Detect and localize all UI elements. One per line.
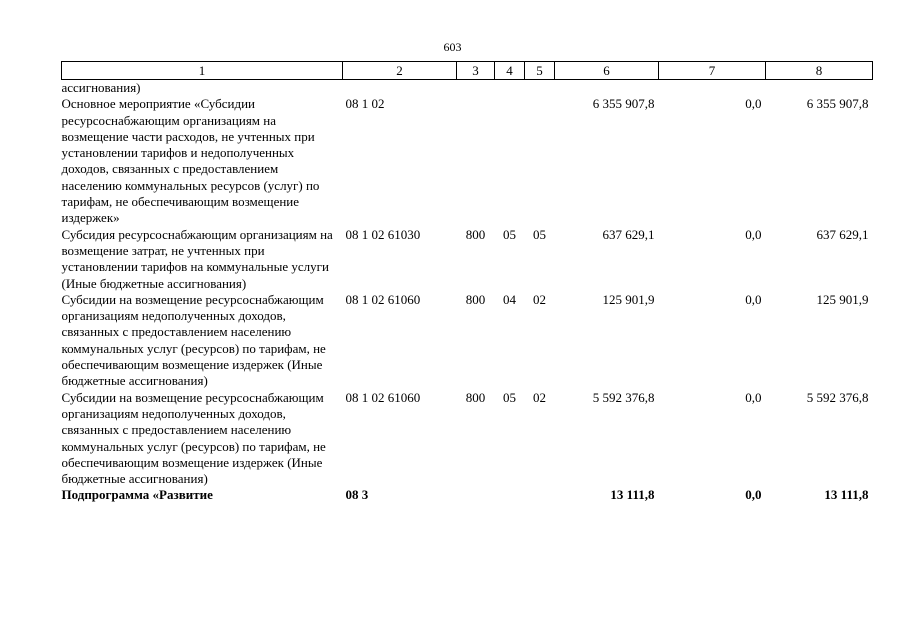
row-vr: 800 — [465, 226, 486, 242]
row-pr — [525, 96, 555, 226]
table-row-subprogram — [62, 487, 873, 503]
row-rz — [495, 96, 525, 226]
row-value-7: 0,0 — [745, 291, 762, 307]
row-value-6: 5 592 376,8 — [592, 389, 655, 405]
budget-table — [61, 61, 873, 504]
row-value-8: 125 901,9 — [816, 291, 869, 307]
row-pr: 02 — [533, 291, 546, 307]
row-code: 08 1 02 61060 — [345, 291, 421, 307]
row-code: 08 1 02 — [345, 96, 385, 112]
row-rz: 05 — [503, 389, 516, 405]
row-value-6 — [555, 80, 659, 97]
header-col-2: 2 — [343, 62, 457, 80]
row-pr: 02 — [533, 389, 546, 405]
table-row — [62, 292, 873, 390]
row-value-6: 6 355 907,8 — [592, 96, 655, 112]
row-value-7: 0,0 — [745, 487, 762, 503]
row-name: Субсидии на возмещение ресурсоснабжающим организациям недополученных доходов, связанных с предоставлением населению коммунальных услуг (ресурсов) по тарифам, не обеспечивающим возмещение издержек (Иные бюджетные ассигнования) — [61, 389, 326, 487]
row-value-8: 637 629,1 — [816, 226, 869, 242]
header-col-8: 8 — [766, 62, 873, 80]
header-col-6: 6 — [555, 62, 659, 80]
row-name: Субсидии на возмещение ресурсоснабжающим организациям недополученных доходов, связанных с предоставлением населению коммунальных услуг (ресурсов) по тарифам, не обеспечивающим возмещение издержек (Иные бюджетные ассигнования) — [61, 291, 326, 389]
row-code: 08 1 02 61030 — [345, 226, 421, 242]
table-header — [62, 62, 873, 80]
row-vr: 800 — [465, 389, 486, 405]
row-vr — [457, 80, 495, 97]
row-code: 08 3 — [345, 487, 369, 503]
row-pr — [525, 487, 555, 503]
table-body — [62, 80, 873, 504]
row-name: Основное мероприятие «Субсидии ресурсоснабжающим организациям на возмещение части расходов, не учтенных при установлении тарифов и недополученных доходов, связанных с предоставлением населению коммунальных ресурсов (услуг) по тарифам, не обеспечивающим возмещение издержек» — [61, 96, 320, 226]
row-value-6: 637 629,1 — [602, 226, 655, 242]
header-row — [62, 62, 873, 80]
row-rz: 05 — [503, 226, 516, 242]
row-rz — [495, 487, 525, 503]
row-value-6: 13 111,8 — [610, 487, 655, 503]
row-name: ассигнования) — [61, 80, 141, 95]
row-vr — [457, 96, 495, 226]
row-name: Субсидия ресурсоснабжающим организациям на возмещение затрат, не учтенных при установлении тарифов на коммунальные услуги (Иные бюджетные ассигнования) — [61, 226, 333, 291]
row-code: 08 1 02 61060 — [345, 389, 421, 405]
row-rz — [495, 80, 525, 97]
row-value-8 — [766, 80, 873, 97]
row-value-7: 0,0 — [745, 96, 762, 112]
row-value-7: 0,0 — [745, 226, 762, 242]
table-row — [62, 390, 873, 488]
header-col-3: 3 — [457, 62, 495, 80]
row-value-8: 6 355 907,8 — [806, 96, 869, 112]
header-col-5: 5 — [525, 62, 555, 80]
row-name: Подпрограмма «Развитие — [61, 487, 213, 503]
table-row — [62, 80, 873, 97]
row-value-7 — [659, 80, 766, 97]
row-value-7: 0,0 — [745, 389, 762, 405]
table-row — [62, 96, 873, 226]
row-rz: 04 — [503, 291, 516, 307]
page-number: 603 — [443, 40, 462, 54]
table-row — [62, 227, 873, 292]
header-col-1: 1 — [62, 62, 343, 80]
header-col-7: 7 — [659, 62, 766, 80]
row-vr: 800 — [465, 291, 486, 307]
row-value-8: 5 592 376,8 — [806, 389, 869, 405]
row-code — [343, 80, 457, 97]
row-value-8: 13 111,8 — [824, 487, 869, 503]
row-pr: 05 — [533, 226, 546, 242]
row-value-6: 125 901,9 — [602, 291, 655, 307]
row-vr — [457, 487, 495, 503]
header-col-4: 4 — [495, 62, 525, 80]
row-pr — [525, 80, 555, 97]
